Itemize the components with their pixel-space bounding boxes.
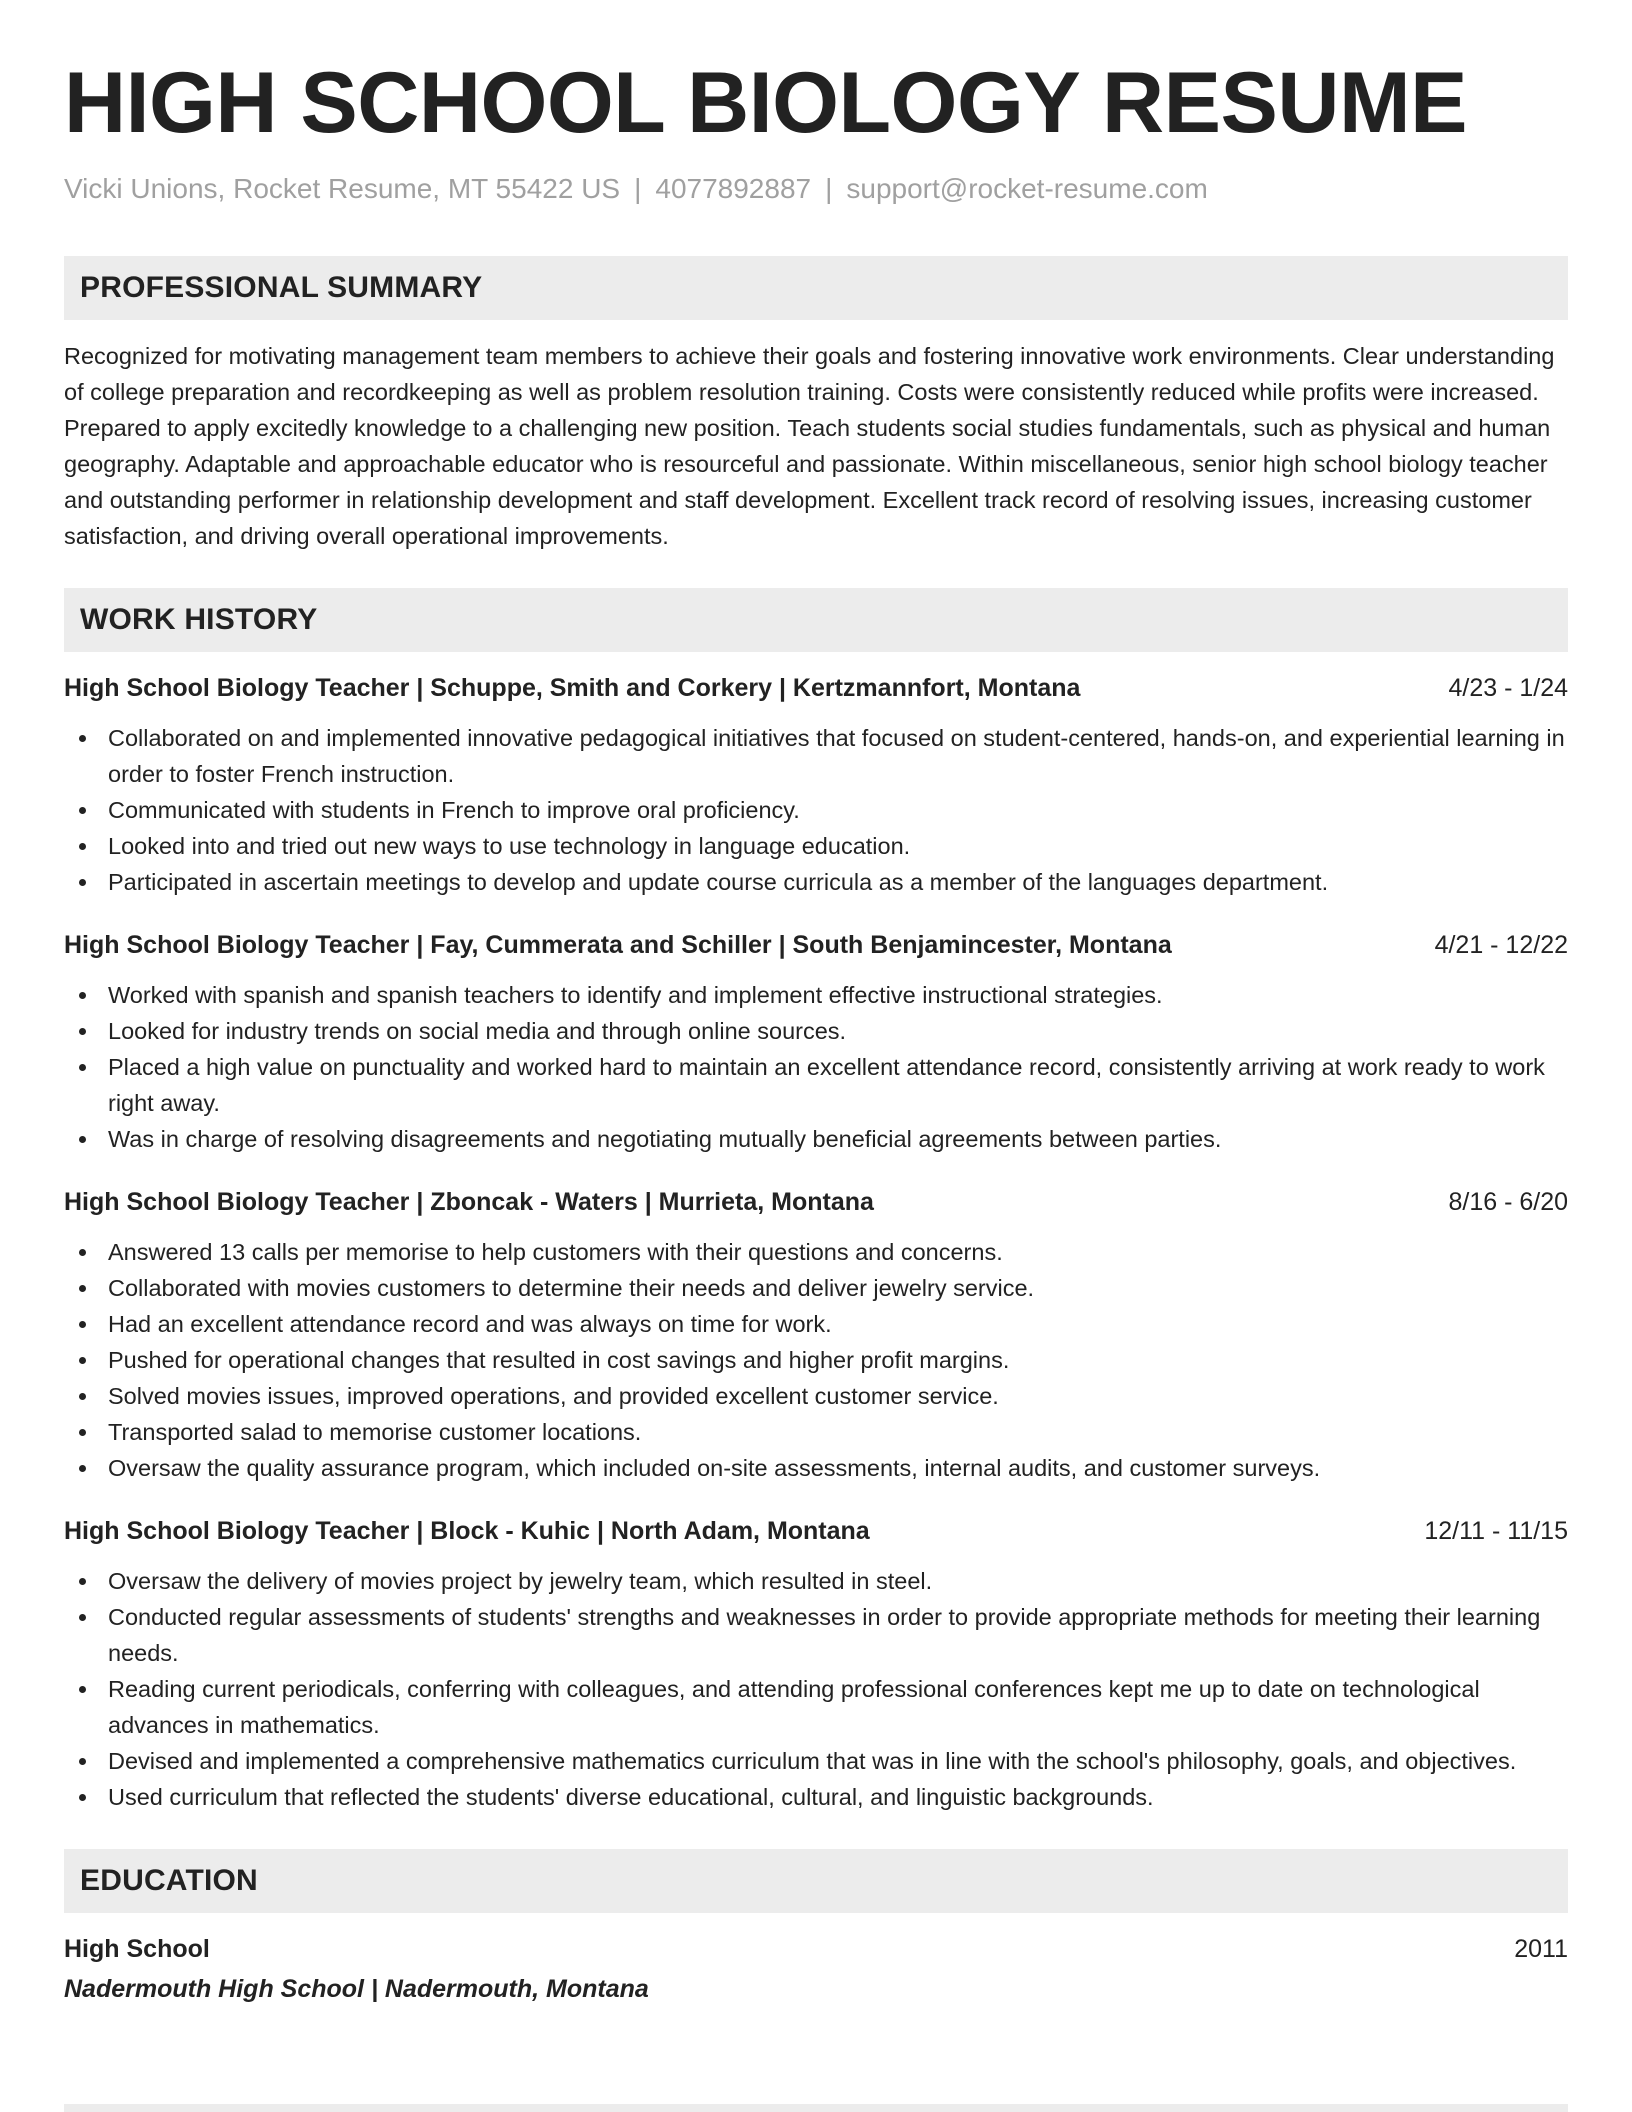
education-header: [64, 1931, 1568, 1967]
work-history-entry: [64, 670, 1568, 900]
contact-phone: 4077892887: [655, 173, 812, 204]
job-bullet: Oversaw the quality assurance program, which included on-site assessments, internal audits, and customer surveys.: [64, 1450, 1568, 1486]
job-bullet-list: [64, 1563, 1568, 1815]
job-bullet: Transported salad to memorise customer locations.: [64, 1414, 1568, 1450]
contact-address: Vicki Unions, Rocket Resume, MT 55422 US: [64, 173, 621, 204]
job-dates: 8/16 - 6/20: [1448, 1188, 1568, 1216]
education-school: Nadermouth High School | Nadermouth, Montana: [64, 1975, 649, 2003]
job-bullet: Reading current periodicals, conferring with colleagues, and attending professional conferences kept me up to date on technological advances in mathematics.: [64, 1671, 1568, 1743]
job-title: High School Biology Teacher | Block - Kuhic | North Adam, Montana: [64, 1517, 870, 1545]
job-bullet: Collaborated with movies customers to determine their needs and deliver jewelry service.: [64, 1270, 1568, 1306]
job-bullet: Looked for industry trends on social media and through online sources.: [64, 1013, 1568, 1049]
job-bullet: Devised and implemented a comprehensive mathematics curriculum that was in line with the school's philosophy, goals, and objectives.: [64, 1743, 1568, 1779]
job-bullet-list: [64, 1234, 1568, 1486]
job-bullet-list: [64, 720, 1568, 900]
job-bullet: Used curriculum that reflected the students' diverse educational, cultural, and linguistic backgrounds.: [64, 1779, 1568, 1815]
contact-separator: |: [634, 173, 642, 204]
contact-email: support@rocket-resume.com: [846, 173, 1208, 204]
job-dates: 4/23 - 1/24: [1448, 674, 1568, 702]
resume-title: HIGH SCHOOL BIOLOGY RESUME: [64, 55, 1467, 151]
job-dates: 4/21 - 12/22: [1434, 931, 1568, 959]
education-entry: [64, 1931, 1568, 2007]
job-bullet: Was in charge of resolving disagreements and negotiating mutually beneficial agreements between parties.: [64, 1121, 1568, 1157]
contact-line: [64, 172, 1568, 206]
job-bullet: Participated in ascertain meetings to develop and update course curricula as a member of the languages department.: [64, 864, 1568, 900]
job-bullet: Conducted regular assessments of students' strengths and weaknesses in order to provide appropriate methods for meeting their learning needs.: [64, 1599, 1568, 1671]
job-bullet: Had an excellent attendance record and was always on time for work.: [64, 1306, 1568, 1342]
job-header: [64, 670, 1568, 706]
contact-separator: |: [825, 173, 833, 204]
next-section-header-edge: [64, 2104, 1568, 2112]
job-bullet: Pushed for operational changes that resulted in cost savings and higher profit margins.: [64, 1342, 1568, 1378]
professional-summary-text: Recognized for motivating management team members to achieve their goals and fostering innovative work environments. Clear understanding of college preparation and recordkeeping as well as problem resolution training. Costs were consistently reduced while profits were increased. Prepared to apply excitedly knowledge to a challenging new position. Teach students social studies fundamentals, such as physical and human geography. Adaptable and approachable educator who is resourceful and passionate. Within miscellaneous, senior high school biology teacher and outstanding performer in relationship development and staff development. Excellent track record of resolving issues, increasing customer satisfaction, and driving overall operational improvements.: [64, 343, 1555, 549]
job-header: [64, 1184, 1568, 1220]
section-header-professional-summary: PROFESSIONAL SUMMARY: [64, 256, 1568, 320]
job-bullet: Communicated with students in French to improve oral proficiency.: [64, 792, 1568, 828]
job-header: [64, 927, 1568, 963]
education-degree: High School: [64, 1935, 210, 1963]
job-bullet: Answered 13 calls per memorise to help customers with their questions and concerns.: [64, 1234, 1568, 1270]
education-year: 2011: [1514, 1935, 1568, 1963]
job-bullet: Collaborated on and implemented innovative pedagogical initiatives that focused on student-centered, hands-on, and experiential learning in order to foster French instruction.: [64, 720, 1568, 792]
job-bullet: Looked into and tried out new ways to use technology in language education.: [64, 828, 1568, 864]
job-bullet: Worked with spanish and spanish teachers to identify and implement effective instructional strategies.: [64, 977, 1568, 1013]
job-title: High School Biology Teacher | Fay, Cummerata and Schiller | South Benjamincester, Montana: [64, 931, 1172, 959]
work-history-entry: [64, 1513, 1568, 1815]
work-history-entry: [64, 927, 1568, 1157]
job-bullet-list: [64, 977, 1568, 1157]
section-header-education: EDUCATION: [64, 1849, 1568, 1913]
job-dates: 12/11 - 11/15: [1424, 1517, 1568, 1545]
section-header-work-history: WORK HISTORY: [64, 588, 1568, 652]
job-bullet: Oversaw the delivery of movies project by jewelry team, which resulted in steel.: [64, 1563, 1568, 1599]
job-title: High School Biology Teacher | Zboncak - Waters | Murrieta, Montana: [64, 1188, 874, 1216]
job-bullet: Placed a high value on punctuality and worked hard to maintain an excellent attendance record, consistently arriving at work ready to work right away.: [64, 1049, 1568, 1121]
work-history-entry: [64, 1184, 1568, 1486]
job-header: [64, 1513, 1568, 1549]
job-bullet: Solved movies issues, improved operations, and provided excellent customer service.: [64, 1378, 1568, 1414]
job-title: High School Biology Teacher | Schuppe, Smith and Corkery | Kertzmannfort, Montana: [64, 674, 1081, 702]
